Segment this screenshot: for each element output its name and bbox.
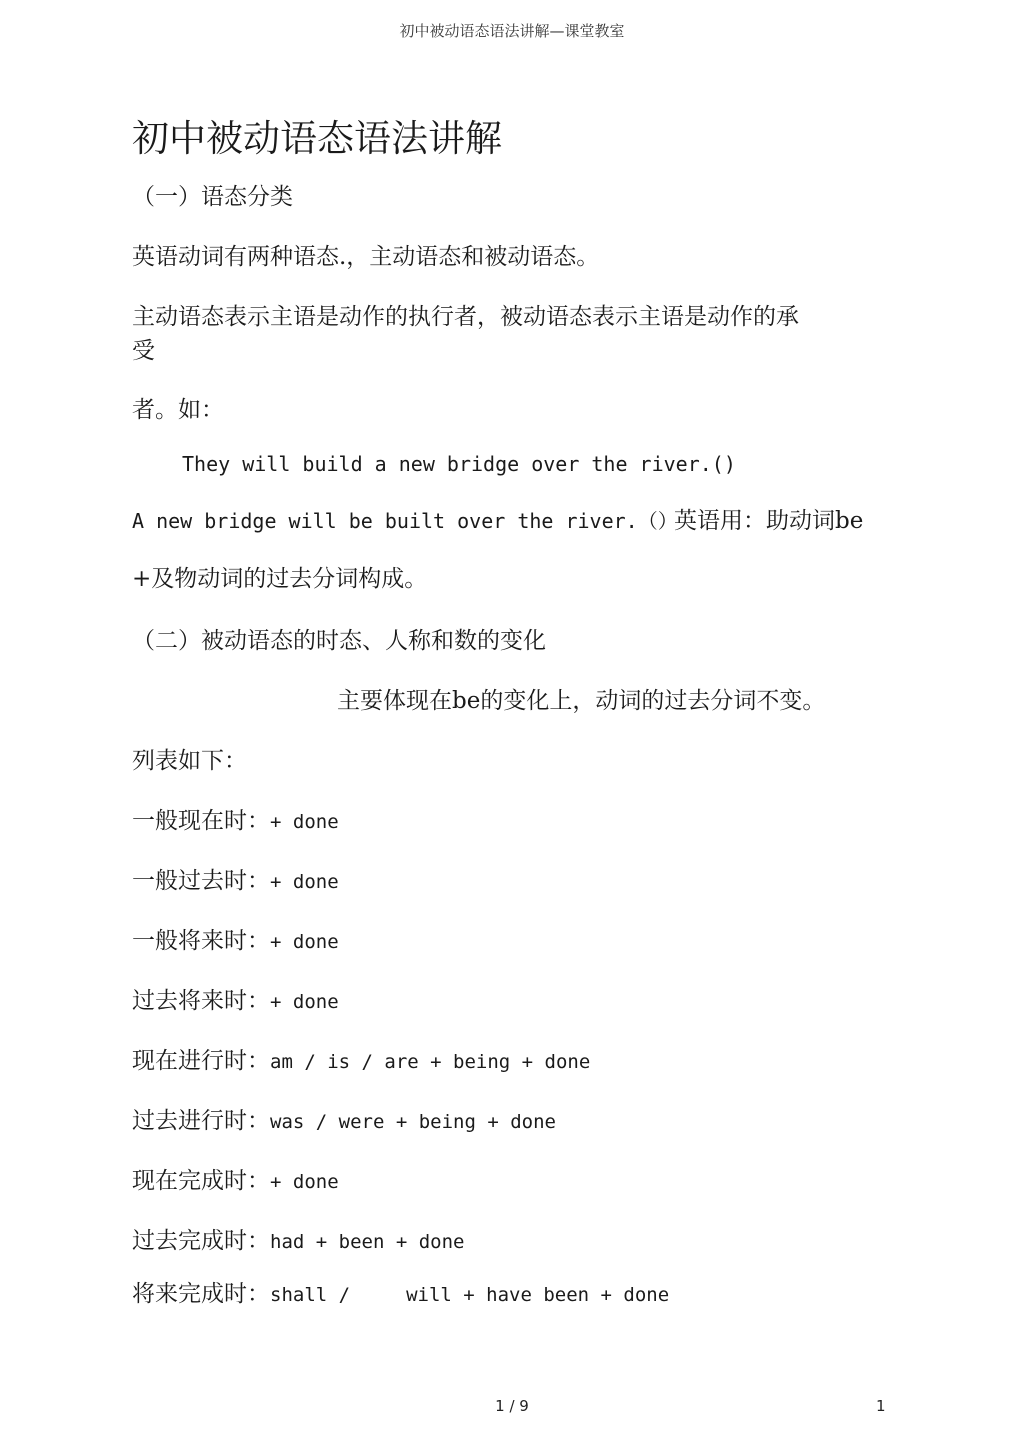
- tense-form: + done: [270, 1171, 339, 1193]
- running-header: 初中被动语态语法讲解—课堂教室: [399, 22, 625, 40]
- tense-form: will + have been + done: [406, 1284, 670, 1306]
- paragraph-1: 英语动词有两种语态.，主动语态和被动语态。: [132, 244, 600, 270]
- list-item: [132, 982, 339, 1015]
- list-item: [132, 1162, 339, 1195]
- section-heading-2: （二）被动语态的时态、人称和数的变化: [132, 628, 546, 654]
- tense-form: + done: [270, 811, 339, 833]
- tense-label: 将来完成时：: [132, 1281, 270, 1307]
- tense-form: had + been + done: [270, 1231, 465, 1253]
- tense-label: 过去完成时：: [132, 1228, 270, 1254]
- tense-form: + done: [270, 931, 339, 953]
- tense-label: 一般现在时：: [132, 808, 270, 834]
- tense-label: 一般过去时：: [132, 868, 270, 894]
- tense-form: + done: [270, 991, 339, 1013]
- tense-form: + done: [270, 871, 339, 893]
- list-item: [132, 862, 339, 895]
- tense-label: 过去进行时：: [132, 1108, 270, 1134]
- list-item: [132, 922, 339, 955]
- list-item: [132, 1275, 669, 1308]
- example-sentence-passive: A new bridge will be built over the river.（）: [132, 509, 678, 533]
- section-heading-1: （一）语态分类: [132, 184, 293, 210]
- tense-form: am / is / are + being + done: [270, 1051, 591, 1073]
- list-intro: 列表如下：: [132, 748, 247, 774]
- tense-form: was / were + being + done: [270, 1111, 556, 1133]
- list-item: [132, 1102, 556, 1135]
- tense-label: 现在完成时：: [132, 1168, 270, 1194]
- page-indicator: 1 / 9: [495, 1397, 529, 1415]
- page-number: 1: [876, 1397, 886, 1415]
- list-item: [132, 1042, 590, 1075]
- paragraph-2-line-1: 主动语态表示主语是动作的执行者，被动语态表示主语是动作的承: [132, 304, 799, 330]
- example-sentence-active: They will build a new bridge over the river.(): [182, 452, 736, 476]
- tense-label: 过去将来时：: [132, 988, 270, 1014]
- construction-note: 英语用：助动词be: [674, 508, 864, 534]
- tense-label: 一般将来时：: [132, 928, 270, 954]
- paragraph-4: 主要体现在be的变化上，动词的过去分词不变。: [337, 688, 826, 714]
- paragraph-3: +及物动词的过去分词构成。: [132, 566, 428, 592]
- tense-form: shall /: [270, 1284, 351, 1306]
- tense-label: 现在进行时：: [132, 1048, 270, 1074]
- list-item: [132, 802, 339, 835]
- paragraph-2-line-2: 受: [132, 338, 155, 364]
- list-item: [132, 1222, 464, 1255]
- page-title: 初中被动语态语法讲解: [132, 117, 502, 160]
- paragraph-2-line-3: 者。如：: [132, 397, 224, 423]
